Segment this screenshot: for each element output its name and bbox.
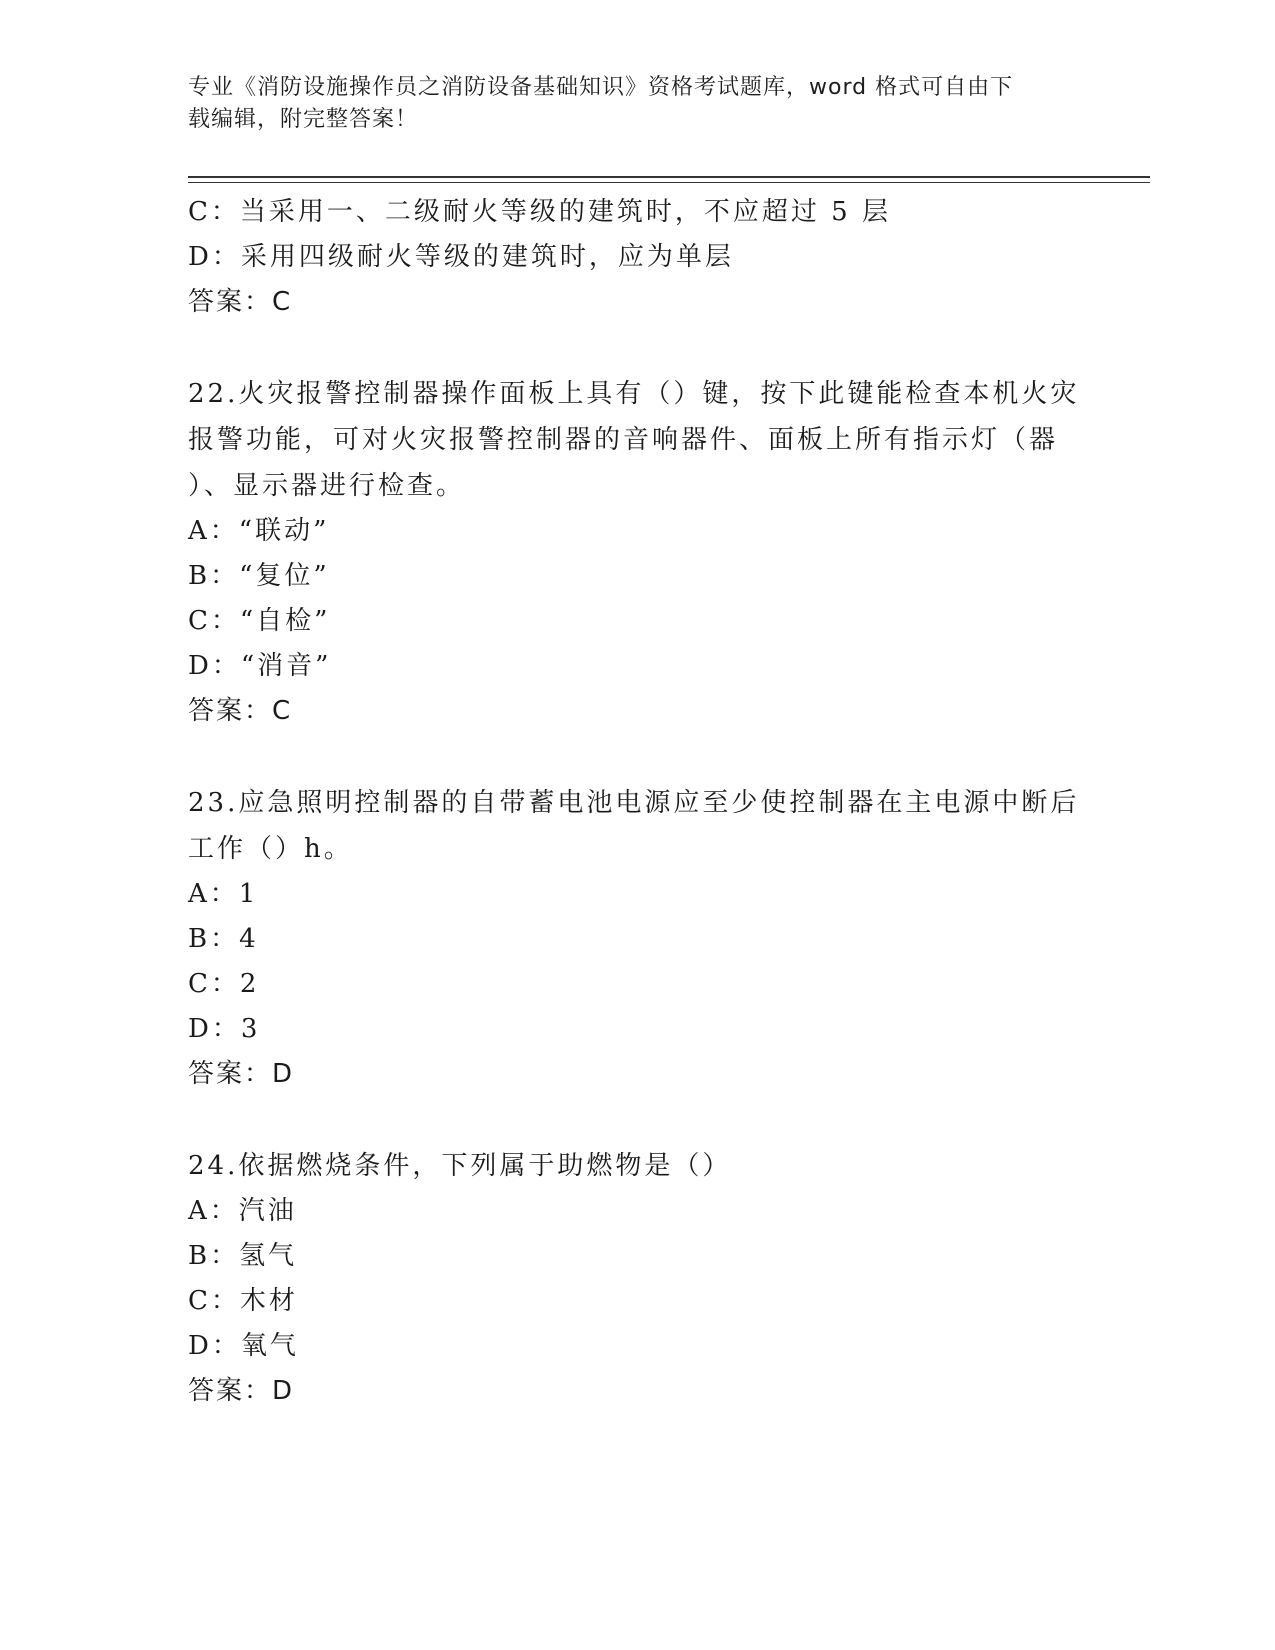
question-content	[188, 190, 1088, 1414]
question-text-line: 23.应急照明控制器的自带蓄电池电源应至少使控制器在主电源中断后	[188, 788, 1080, 818]
option-a: A：1	[188, 879, 259, 909]
header-divider-thin	[188, 182, 1150, 183]
spacer	[188, 325, 1088, 371]
option-c: C：“自检”	[188, 606, 331, 636]
option-d: D：3	[188, 1014, 261, 1044]
option-b: B：4	[188, 924, 259, 954]
question-24	[188, 1143, 1088, 1414]
option-a: A：汽油	[188, 1196, 297, 1226]
header-line-1: 专业《消防设施操作员之消防设备基础知识》资格考试题库，word 格式可自由下	[188, 75, 1014, 100]
option-b: B：“复位”	[188, 561, 330, 591]
question-23	[188, 780, 1088, 1097]
spacer	[188, 734, 1088, 780]
option-d: D：氧气	[188, 1331, 299, 1361]
document-header	[188, 72, 1068, 136]
question-text-line: 24.依据燃烧条件，下列属于助燃物是（）	[188, 1151, 732, 1181]
option-c: C：木材	[188, 1286, 298, 1316]
answer-line: 答案：C	[188, 287, 293, 317]
option-d: D：采用四级耐火等级的建筑时，应为单层	[188, 242, 734, 272]
question-text-line: 22.火灾报警控制器操作面板上具有（）键，按下此键能检查本机火灾	[188, 379, 1080, 409]
option-a: A：“联动”	[188, 516, 330, 546]
header-divider-thick	[188, 176, 1150, 178]
option-c: C：2	[188, 969, 260, 999]
answer-line: 答案：C	[188, 696, 293, 726]
option-b: B：氢气	[188, 1241, 298, 1271]
question-text-line: 报警功能，可对火灾报警控制器的音响器件、面板上所有指示灯（器	[188, 425, 1059, 455]
question-text-line: 工作（）h。	[188, 834, 353, 864]
option-d: D：“消音”	[188, 651, 332, 681]
question-22	[188, 371, 1088, 734]
answer-line: 答案：D	[188, 1376, 295, 1406]
answer-line: 答案：D	[188, 1059, 295, 1089]
question-21-tail	[188, 190, 1088, 325]
question-text-line: ）、显示器进行检查。	[188, 471, 466, 501]
header-line-2: 载编辑，附完整答案！	[188, 107, 419, 132]
option-c: C：当采用一、二级耐火等级的建筑时，不应超过 5 层	[188, 197, 891, 227]
spacer	[188, 1097, 1088, 1143]
